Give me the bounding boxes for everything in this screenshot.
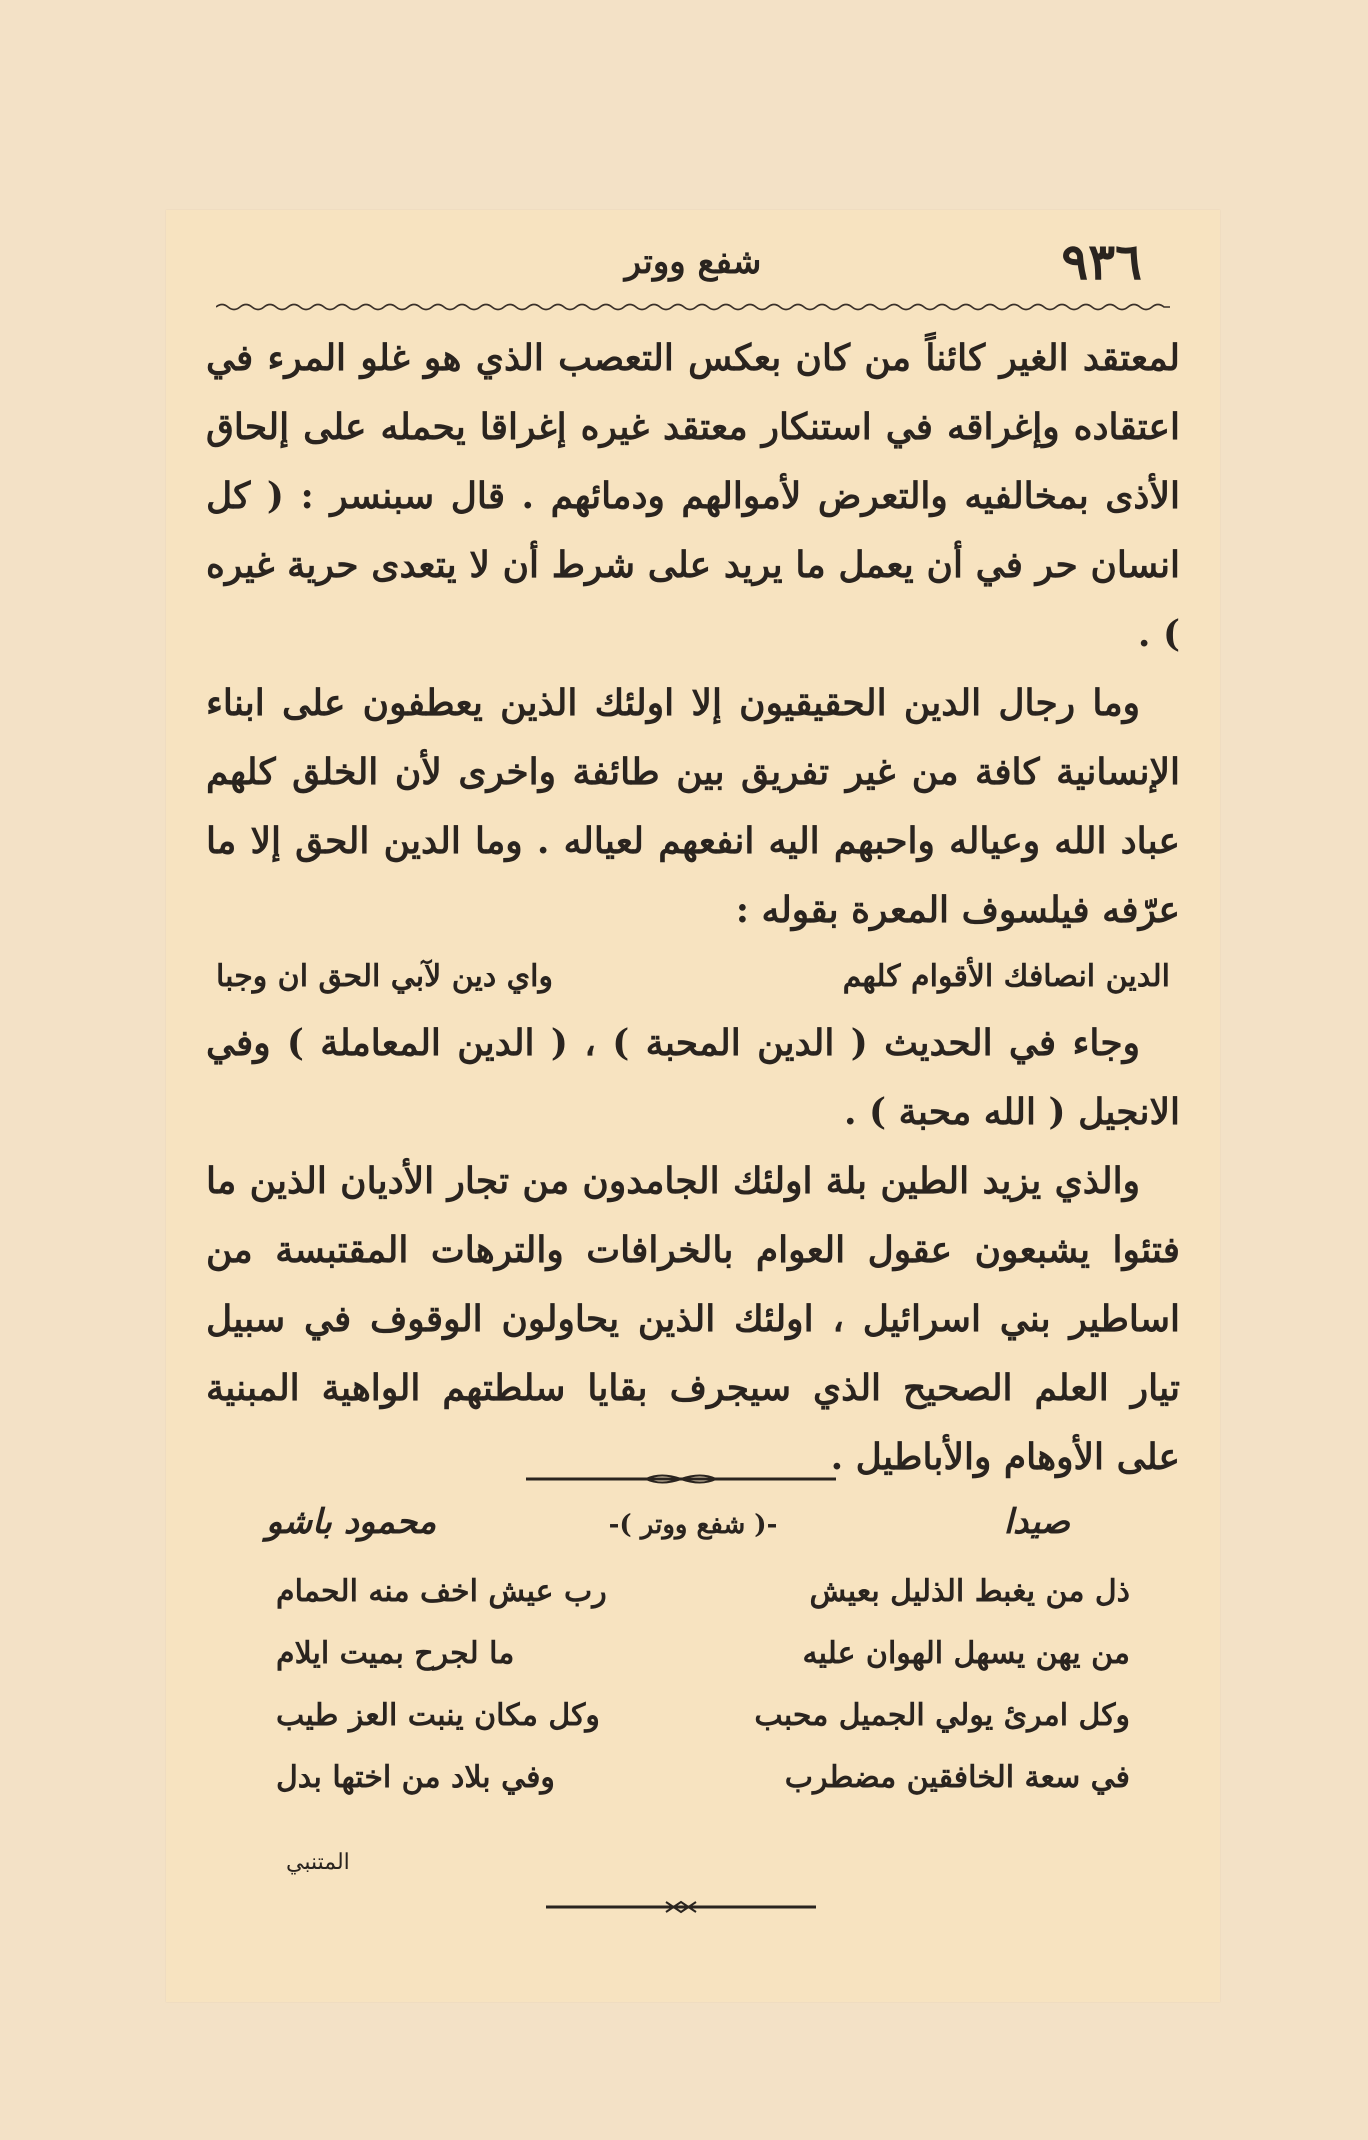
poem bbox=[226, 1560, 1160, 1808]
signature-place: صيدا bbox=[1003, 1502, 1070, 1542]
poem-hemistich-left: رب عيش اخف منه الحمام bbox=[276, 1573, 607, 1609]
poem-heading: -( شفع ووتر )- bbox=[608, 1510, 778, 1540]
paragraph-4: والذي يزيد الطين بلة اولئك الجامدون من تجار الأديان الذين ما فتئوا يشبعون عقول العوام بالخرافات والترهات المقتبسة من اساطير بني اسرائيل ، اولئك الذين يحاولون الوقوف في سبيل تيار العلم الصحيح الذي سيجرف بقايا سلطتهم الواهية المبنية على الأوهام والأباطيل . bbox=[206, 1160, 1180, 1478]
paragraph-1: لمعتقد الغير كائناً من كان بعكس التعصب الذي هو غلو المرء في اعتقاده وإغراقه في استنكار معتقد غيره إغراقا يحمله على إلحاق الأذى بمخالفيه والتعرض لأموالهم ودمائهم . قال سبنسر : ( كل انسان حر في أن يعمل ما يريد على شرط أن لا يتعدى حرية غيره ) . bbox=[206, 337, 1180, 655]
book-page bbox=[166, 210, 1220, 2002]
poem-line bbox=[226, 1560, 1160, 1622]
paragraph-3: وجاء في الحديث ( الدين المحبة ) ، ( الدين المعاملة ) وفي الانجيل ( الله محبة ) . bbox=[206, 1022, 1180, 1133]
article-body bbox=[206, 324, 1180, 1552]
poem-source: المتنبي bbox=[286, 1850, 350, 1875]
verse-second-hemistich: واي دين لآبي الحق ان وجبا bbox=[216, 959, 553, 994]
poem-line bbox=[226, 1684, 1160, 1746]
poem-hemistich-left: وفي بلاد من اختها بدل bbox=[276, 1759, 555, 1795]
poem-hemistich-right: من يهن يسهل الهوان عليه bbox=[802, 1635, 1130, 1671]
page-number: ٩٣٦ bbox=[1061, 232, 1142, 291]
poem-hemistich-right: وكل امرئ يولي الجميل محبب bbox=[754, 1697, 1130, 1733]
running-title: شفع ووتر bbox=[624, 242, 762, 282]
poem-hemistich-right: في سعة الخافقين مضطرب bbox=[784, 1759, 1130, 1795]
poem-line bbox=[226, 1746, 1160, 1808]
poem-hemistich-right: ذل من يغبط الذليل بعيش bbox=[809, 1573, 1130, 1609]
poem-line bbox=[226, 1622, 1160, 1684]
poem-hemistich-left: ما لجرح بميت ايلام bbox=[276, 1635, 515, 1671]
quoted-verse bbox=[206, 945, 1180, 1009]
header-wavy-rule bbox=[216, 302, 1170, 312]
section-divider-top bbox=[526, 1472, 836, 1486]
section-divider-bottom bbox=[526, 1900, 836, 1914]
page-header bbox=[216, 232, 1170, 292]
verse-first-hemistich: الدين انصافك الأقوام كلهم bbox=[842, 959, 1170, 994]
poem-hemistich-left: وكل مكان ينبت العز طيب bbox=[276, 1697, 600, 1733]
paragraph-2: وما رجال الدين الحقيقيون إلا اولئك الذين يعطفون على ابناء الإنسانية كافة من غير تفريق بين طائفة واخرى لأن الخلق كلهم عباد الله وعياله واحبهم اليه انفعهم لعياله . وما الدين الحق إلا ما عرّفه فيلسوف المعرة بقوله : bbox=[206, 682, 1180, 931]
signature-author: محمود باشو bbox=[266, 1502, 437, 1542]
